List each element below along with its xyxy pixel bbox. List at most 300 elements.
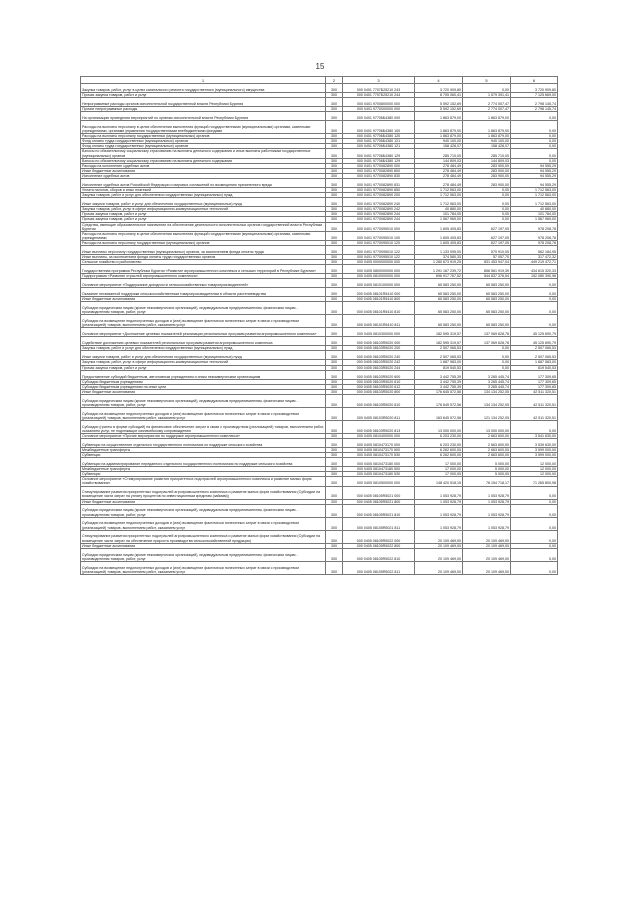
- row-description: Содействие достижению целевых показателей региональных программ развития агропромышленного комплекса: [81, 337, 326, 346]
- row-description: Стимулирование развития приоритетных подотраслей агропромышленного комплекса и развитие малых форм хозяйствования (Субсидии на возмещение части затрат на обеспечение прироста производства сельскохозяйственной продукции): [81, 530, 326, 543]
- row-unexecuted-amount: 42 511 320,51: [511, 389, 558, 394]
- row-budget-classification: 000 0405 08101R5410 000: [343, 288, 415, 297]
- row-unexecuted-amount: 978 208,78: [511, 231, 558, 240]
- row-approved-amount: 1 567 969,00: [415, 217, 463, 222]
- row-description: Предоставление субсидий бюджетным, автономным учреждениям и иным некоммерческим организациям: [81, 370, 326, 379]
- row-unexecuted-amount: 0,00: [511, 517, 558, 530]
- row-code: 300: [326, 384, 343, 389]
- table-row: [81, 231, 558, 240]
- row-unexecuted-amount: 12 000,00: [511, 467, 558, 472]
- row-executed-amount: 65 583 250,00: [463, 288, 511, 297]
- table-row: [81, 179, 558, 188]
- column-header: 1: [81, 77, 326, 84]
- row-code: 300: [326, 439, 343, 448]
- row-unexecuted-amount: 71 265 800,98: [511, 477, 558, 486]
- row-unexecuted-amount: 3 599 000,00: [511, 453, 558, 458]
- row-approved-amount: 65 583 250,00: [415, 297, 463, 302]
- row-budget-classification: 000 0405 08101R5410 810: [343, 302, 415, 315]
- row-code: 300: [326, 279, 343, 288]
- row-executed-amount: 1 863 879,00: [463, 112, 511, 121]
- row-unexecuted-amount: 1 712 563,00: [511, 198, 558, 207]
- row-description: Иные бюджетные ассигнования: [81, 499, 326, 504]
- row-code: 300: [326, 274, 343, 279]
- row-code: 300: [326, 394, 343, 407]
- row-executed-amount: 544 837 376,54: [463, 274, 511, 279]
- row-budget-classification: 000 0401 97706Б4380 129: [343, 149, 415, 158]
- row-executed-amount: 2 663 600,00: [463, 433, 511, 438]
- row-budget-classification: 000 0405 08103R5020 612: [343, 384, 415, 389]
- row-unexecuted-amount: 12 000,00: [511, 458, 558, 467]
- row-executed-amount: 283 900,00: [463, 168, 511, 173]
- row-description: Расходы на выплаты персоналу в целях обеспечения выполнения функций государственными (муниципальными) органами, казенными учреждениями, органами управления государственными внебюджетными фондами: [81, 121, 326, 134]
- row-unexecuted-amount: 1 567 969,00: [511, 217, 558, 222]
- row-code: 300: [326, 433, 343, 438]
- row-executed-amount: 856 561 919,39: [463, 265, 511, 274]
- row-unexecuted-amount: 0,00: [511, 315, 558, 328]
- row-description: Межбюджетные трансферты: [81, 467, 326, 472]
- row-budget-classification: 000 0405 08103R5020 240: [343, 351, 415, 360]
- row-unexecuted-amount: 0,00: [511, 121, 558, 134]
- row-budget-classification: 000 0405 0810473170 530: [343, 453, 415, 458]
- page-number: 15: [315, 62, 325, 71]
- row-executed-amount: 627 197,05: [463, 222, 511, 231]
- row-unexecuted-amount: 0,00: [511, 279, 558, 288]
- row-description: Стимулирование развития приоритетных подотраслей агропромышленного комплекса и развитие малых форм хозяйствования (Субсидии на возмещение части затрат на уплату процентов по инвестиционным кредитам (займам)): [81, 486, 326, 499]
- row-budget-classification: 000 0401 9770095010 000: [343, 222, 415, 231]
- table-body: [81, 84, 558, 575]
- row-unexecuted-amount: 1 712 563,00: [511, 188, 558, 193]
- row-budget-classification: 000 0405 0810500000 000: [343, 477, 415, 486]
- row-code: 300: [326, 530, 343, 543]
- row-code: 300: [326, 207, 343, 212]
- row-executed-amount: 570 910,05: [463, 245, 511, 254]
- row-executed-amount: 20 109 469,00: [463, 530, 511, 543]
- row-code: 300: [326, 98, 343, 107]
- row-description: Закупка товаров, работ и услуг для обеспечения государственных (муниципальных) нужд: [81, 193, 326, 198]
- row-unexecuted-amount: 152 080 390,98: [511, 274, 558, 279]
- row-budget-classification: 000 0405 08105R5021 000: [343, 486, 415, 499]
- row-approved-amount: 6 203 230,00: [415, 439, 463, 448]
- row-budget-classification: 000 0401 97706Б4380 000: [343, 112, 415, 121]
- row-budget-classification: 000 0405 0810000000 000: [343, 274, 415, 279]
- row-executed-amount: 65 583 250,00: [463, 315, 511, 328]
- row-approved-amount: 278 484,49: [415, 163, 463, 168]
- table-row: [81, 222, 558, 231]
- row-budget-classification: 000 0401 9770082890 240: [343, 198, 415, 207]
- row-budget-classification: 000 0401 9770082890 800: [343, 168, 415, 173]
- row-approved-amount: 20 109 469,00: [415, 561, 463, 574]
- row-description: Расходы на выплаты персоналу государственных (муниципальных) органов: [81, 240, 326, 245]
- row-approved-amount: 278 484,49: [415, 173, 463, 178]
- table-row: [81, 561, 558, 574]
- table-row: [81, 328, 558, 337]
- row-code: 300: [326, 198, 343, 207]
- row-unexecuted-amount: 0,00: [511, 297, 558, 302]
- row-description: Субвенции на администрирование переданного отдельного государственного полномочия по поддержке сельского хозяйства: [81, 458, 326, 467]
- row-code: 300: [326, 93, 343, 98]
- row-description: Субсидии (гранты в форме субсидий) на финансовое обеспечение затрат в связи с производством (реализацией) товаров, выполнением работ, оказанием услуг, не подлежащие казначейскому сопровождению: [81, 420, 326, 433]
- row-description: Расходы на выплаты персоналу государственных (муниципальных) органов: [81, 134, 326, 139]
- row-executed-amount: 2 663 600,00: [463, 439, 511, 448]
- row-executed-amount: 5 000,00: [463, 472, 511, 477]
- table-row: [81, 288, 558, 297]
- row-description: Иные закупки товаров, работ и услуг для обеспечения государственных (муниципальных) нужд: [81, 351, 326, 360]
- row-description: Субсидии на возмещение недополученных доходов и (или) возмещение фактически понесенных затрат в связи с производством (реализацией) товаров, выполнением работ, оказанием услуг: [81, 517, 326, 530]
- row-code: 300: [326, 245, 343, 254]
- table-row: [81, 504, 558, 517]
- row-executed-amount: 65 583 250,00: [463, 279, 511, 288]
- row-unexecuted-amount: 562 184,95: [511, 245, 558, 254]
- row-unexecuted-amount: 42 511 320,51: [511, 394, 558, 407]
- row-description: Субсидии юридическим лицам (кроме некоммерческих организаций), индивидуальным предпринимателям, физическим лицам - производителям товаров, работ, услуг: [81, 548, 326, 561]
- row-budget-classification: 000 0405 08103R5020 811: [343, 407, 415, 420]
- row-description: Фонд оплаты труда государственных (муниципальных) органов: [81, 139, 326, 144]
- row-description: Сельское хозяйство и рыболовство: [81, 260, 326, 265]
- row-budget-classification: 000 0401 7707Б25210 243: [343, 84, 415, 93]
- row-approved-amount: 65 583 250,00: [415, 315, 463, 328]
- budget-table: [80, 76, 558, 575]
- row-code: 300: [326, 504, 343, 517]
- row-unexecuted-amount: 42 511 320,51: [511, 407, 558, 420]
- row-executed-amount: 2 774 007,47: [463, 107, 511, 112]
- row-executed-amount: 283 900,00: [463, 179, 511, 188]
- row-approved-amount: 1 053 928,79: [415, 504, 463, 517]
- row-unexecuted-amount: 3 599 000,00: [511, 448, 558, 453]
- row-budget-classification: 000 0401 9770082890 831: [343, 179, 415, 188]
- row-executed-amount: 831 453 947,04: [463, 260, 511, 265]
- row-budget-classification: 000 0405 08103R5020 800: [343, 389, 415, 394]
- row-code: 300: [326, 389, 343, 394]
- row-unexecuted-amount: 94 555,29: [511, 173, 558, 178]
- row-code: 300: [326, 107, 343, 112]
- row-unexecuted-amount: 0,00: [511, 144, 558, 149]
- table-row: [81, 149, 558, 158]
- row-budget-classification: 000 0401 9770095010 100: [343, 231, 415, 240]
- row-description: Закупка товаров, работ, услуг в сфере информационно-коммуникационных технологий: [81, 207, 326, 212]
- row-executed-amount: 20 109 469,00: [463, 543, 511, 548]
- row-unexecuted-amount: 0,00: [511, 561, 558, 574]
- row-unexecuted-amount: 2 507 065,53: [511, 351, 558, 360]
- row-budget-classification: 000 0405 0810473180 000: [343, 458, 415, 467]
- row-approved-amount: 20 109 469,00: [415, 543, 463, 548]
- row-unexecuted-amount: 101 784,00: [511, 212, 558, 217]
- row-code: 300: [326, 407, 343, 420]
- row-description: Основное мероприятие «Прочие мероприятия по поддержке агропромышленного комплекса»: [81, 433, 326, 438]
- row-budget-classification: 000 0405 08105R5021 800: [343, 499, 415, 504]
- column-header: 4: [415, 77, 463, 84]
- row-code: 300: [326, 254, 343, 259]
- row-approved-amount: 1 863 879,00: [415, 134, 463, 139]
- row-code: 300: [326, 379, 343, 384]
- row-code: 300: [326, 84, 343, 93]
- table-row: [81, 84, 558, 93]
- row-description: Субсидии на возмещение недополученных доходов и (или) возмещение фактически понесенных затрат в связи с производством (реализацией) товаров, выполнением работ, оказанием услуг: [81, 561, 326, 574]
- row-approved-amount: 2 507 065,53: [415, 346, 463, 351]
- row-code: 300: [326, 158, 343, 163]
- row-description: Межбюджетные трансферты: [81, 448, 326, 453]
- row-code: 300: [326, 477, 343, 486]
- row-executed-amount: 0,00: [463, 351, 511, 360]
- table-row: [81, 439, 558, 448]
- table-row: [81, 337, 558, 346]
- row-code: 300: [326, 486, 343, 499]
- row-budget-classification: 000 0401 97706Б4380 121: [343, 139, 415, 144]
- row-approved-amount: 17 000,00: [415, 458, 463, 467]
- row-code: 300: [326, 467, 343, 472]
- row-unexecuted-amount: 7 125 669,00: [511, 93, 558, 98]
- row-description: Закупка товаров, работ, услуг в сфере информационно-коммуникационных технологий: [81, 360, 326, 365]
- row-unexecuted-amount: 0,00: [511, 139, 558, 144]
- row-approved-amount: 65 583 250,00: [415, 279, 463, 288]
- row-description: На организацию проведения мероприятий по органам исполнительной власти Республики Бурятия: [81, 112, 326, 121]
- row-code: 300: [326, 517, 343, 530]
- row-budget-classification: 000 0401 9770095010 120: [343, 240, 415, 245]
- row-description: Исполнение судебных актов Российской Федерации и мировых соглашений по возмещению причиненного вреда: [81, 179, 326, 188]
- row-unexecuted-amount: 2 507 065,53: [511, 346, 558, 351]
- table-row: [81, 394, 558, 407]
- row-unexecuted-amount: 177 309,65: [511, 384, 558, 389]
- row-approved-amount: 1 291 167 239,72: [415, 265, 463, 274]
- table-row: [81, 265, 558, 274]
- row-unexecuted-amount: 177 309,65: [511, 379, 558, 384]
- table-row: [81, 486, 558, 499]
- row-code: 300: [326, 453, 343, 458]
- row-executed-amount: 144 809,03: [463, 158, 511, 163]
- row-executed-amount: 137 069 628,78: [463, 328, 511, 337]
- row-code: 300: [326, 173, 343, 178]
- row-code: 300: [326, 193, 343, 198]
- row-executed-amount: 76 154 718,17: [463, 477, 511, 486]
- row-description: Субсидии юридическим лицам (кроме некоммерческих организаций), индивидуальным предпринимателям, физическим лицам - производителям товаров, работ, услуг: [81, 504, 326, 517]
- row-budget-classification: 000 0405 0000000000 000: [343, 260, 415, 265]
- row-code: 300: [326, 260, 343, 265]
- row-unexecuted-amount: 317 472,32: [511, 254, 558, 259]
- table-row: [81, 458, 558, 467]
- row-code: 300: [326, 188, 343, 193]
- row-code: 300: [326, 351, 343, 360]
- row-budget-classification: 000 0405 0810473180 530: [343, 472, 415, 477]
- row-approved-amount: 2 507 065,53: [415, 351, 463, 360]
- row-budget-classification: 000 0401 9770082890 244: [343, 217, 415, 222]
- row-description: Расходы на исполнение судебных актов: [81, 163, 326, 168]
- row-budget-classification: 000 0405 08105R5022 800: [343, 543, 415, 548]
- row-unexecuted-amount: 40 880,00: [511, 207, 558, 212]
- table-row: [81, 198, 558, 207]
- row-code: 300: [326, 212, 343, 217]
- row-budget-classification: 000 0405 08105R5022 000: [343, 530, 415, 543]
- row-description: Уплата налогов, сборов и иных платежей: [81, 188, 326, 193]
- row-budget-classification: 000 0405 08103R5020 000: [343, 337, 415, 346]
- row-executed-amount: 1 053 928,79: [463, 499, 511, 504]
- row-code: 300: [326, 346, 343, 351]
- row-executed-amount: 1 579 391,41: [463, 93, 511, 98]
- row-unexecuted-amount: 3 541 630,00: [511, 433, 558, 438]
- row-budget-classification: 000 0405 0810300000 000: [343, 328, 415, 337]
- row-approved-amount: 1 053 928,79: [415, 486, 463, 499]
- row-unexecuted-amount: 978 208,78: [511, 222, 558, 231]
- row-budget-classification: 000 0401 9770082890 850: [343, 188, 415, 193]
- row-description: Исполнение судебных актов: [81, 173, 326, 178]
- row-approved-amount: 163 645 572,56: [415, 407, 463, 420]
- row-unexecuted-amount: 0,00: [511, 499, 558, 504]
- row-approved-amount: 3 720 909,80: [415, 84, 463, 93]
- row-budget-classification: 000 0401 97706Б4380 100: [343, 121, 415, 134]
- row-executed-amount: 2 774 007,47: [463, 98, 511, 107]
- row-description: Прочая закупка товаров, работ и услуг: [81, 365, 326, 370]
- row-executed-amount: 137 069 628,78: [463, 337, 511, 346]
- row-approved-amount: 819 540,53: [415, 365, 463, 370]
- row-budget-classification: 000 0401 97706Б4380 121: [343, 144, 415, 149]
- row-approved-amount: 158 428,07: [415, 144, 463, 149]
- row-approved-amount: 1 712 563,00: [415, 193, 463, 198]
- row-budget-classification: 000 0401 9770082890 242: [343, 207, 415, 212]
- row-approved-amount: 285 710,00: [415, 149, 463, 158]
- row-description: Закупка товаров, работ, услуг в целях капитального ремонта государственного (муниципального) имущества: [81, 84, 326, 93]
- row-approved-amount: 278 484,49: [415, 179, 463, 188]
- row-approved-amount: 1 863 879,00: [415, 112, 463, 121]
- row-unexecuted-amount: 449 219 472,71: [511, 260, 558, 265]
- row-executed-amount: 13 000 000,00: [463, 420, 511, 433]
- row-approved-amount: 8 705 060,41: [415, 93, 463, 98]
- row-budget-classification: 000 0405 0810473170 500: [343, 448, 415, 453]
- row-code: 300: [326, 163, 343, 168]
- row-approved-amount: 3 442 755,39: [415, 379, 463, 384]
- row-executed-amount: 0,00: [463, 365, 511, 370]
- row-unexecuted-amount: 0,00: [511, 420, 558, 433]
- row-description: Иные бюджетные ассигнования: [81, 168, 326, 173]
- row-approved-amount: 5 592 152,69: [415, 98, 463, 107]
- row-approved-amount: 17 000,00: [415, 472, 463, 477]
- row-executed-amount: 65 583 250,00: [463, 302, 511, 315]
- row-unexecuted-amount: 1 712 563,00: [511, 193, 558, 198]
- row-approved-amount: 1 280 673 919,25: [415, 260, 463, 265]
- row-approved-amount: 101 784,00: [415, 212, 463, 217]
- row-executed-amount: 134 134 252,05: [463, 394, 511, 407]
- row-description: Основное мероприятие «Поддержание доходности сельскохозяйственных товаропроизводителей»: [81, 279, 326, 288]
- row-description: Фонд оплаты труда государственных (муниципальных) органов: [81, 144, 326, 149]
- row-approved-amount: 374 580,33: [415, 254, 463, 259]
- table-row: [81, 530, 558, 543]
- row-executed-amount: 1 863 879,00: [463, 121, 511, 134]
- row-description: Субсидии юридическим лицам (кроме некоммерческих организаций), индивидуальным предпринимателям, физическим лицам - производителям товаров, работ, услуг: [81, 302, 326, 315]
- row-description: Основное мероприятие «Стимулирование развития приоритетных подотраслей агропромышленного комплекса и развитие малых форм хозяйствования»: [81, 477, 326, 486]
- row-executed-amount: 0,00: [463, 193, 511, 198]
- row-budget-classification: 000 0405 08105R5022 810: [343, 548, 415, 561]
- row-code: 300: [326, 315, 343, 328]
- row-budget-classification: 000 0401 9770082890 830: [343, 173, 415, 178]
- row-unexecuted-amount: 3 720 909,80: [511, 84, 558, 93]
- row-executed-amount: 2 663 600,00: [463, 453, 511, 458]
- row-unexecuted-amount: 0,00: [511, 288, 558, 297]
- row-executed-amount: 1 053 928,79: [463, 486, 511, 499]
- row-approved-amount: 1 712 563,00: [415, 198, 463, 207]
- row-budget-classification: 000 0405 08105R5021 811: [343, 517, 415, 530]
- row-unexecuted-amount: 12 000,00: [511, 472, 558, 477]
- row-executed-amount: 121 134 252,05: [463, 407, 511, 420]
- row-unexecuted-amount: 0,00: [511, 149, 558, 158]
- row-approved-amount: 20 109 469,00: [415, 530, 463, 543]
- table-row: [81, 121, 558, 134]
- row-code: 300: [326, 121, 343, 134]
- row-executed-amount: 158 428,07: [463, 144, 511, 149]
- row-code: 300: [326, 420, 343, 433]
- row-unexecuted-amount: 94 555,29: [511, 168, 558, 173]
- row-approved-amount: 144 809,03: [415, 158, 463, 163]
- row-description: Средства, имеющие образовательное назначение на обеспечение деятельности исполнительных органов государственной власти Республики Бурятия: [81, 222, 326, 231]
- row-unexecuted-amount: 45 125 690,79: [511, 328, 558, 337]
- row-description: Иные бюджетные ассигнования: [81, 543, 326, 548]
- row-executed-amount: 627 197,05: [463, 231, 511, 240]
- row-description: Субсидии на возмещение недополученных доходов и (или) возмещение фактически понесенных затрат в связи с производством (реализацией) товаров, выполнением работ, оказанием услуг: [81, 407, 326, 420]
- row-approved-amount: 65 583 250,00: [415, 302, 463, 315]
- row-executed-amount: 940 100,00: [463, 139, 511, 144]
- row-budget-classification: 000 0405 0810473180 500: [343, 467, 415, 472]
- row-executed-amount: 57 057,70: [463, 254, 511, 259]
- row-approved-amount: 1 605 405,83: [415, 231, 463, 240]
- row-description: Иные выплаты персоналу государственных (муниципальных) органов, за исключением фонда оплаты труда: [81, 245, 326, 254]
- row-description: Иные выплаты, за исключением фонда оплаты труда государственных органов: [81, 254, 326, 259]
- row-code: 300: [326, 561, 343, 574]
- row-approved-amount: 1 053 928,79: [415, 499, 463, 504]
- row-code: 300: [326, 499, 343, 504]
- row-budget-classification: 000 0405 08105R5022 811: [343, 561, 415, 574]
- row-approved-amount: 1 605 405,83: [415, 222, 463, 231]
- row-budget-classification: 000 0401 9700800000 000: [343, 98, 415, 107]
- row-description: Взносы по обязательному социальному страхованию на выплаты денежного содержания и иные выплаты работникам государственных (муниципальных) органов: [81, 149, 326, 158]
- row-unexecuted-amount: 2 798 145,74: [511, 98, 558, 107]
- row-description: Закупка товаров, работ и услуг для обеспечения государственных (муниципальных) нужд: [81, 346, 326, 351]
- row-unexecuted-amount: 1 687 583,00: [511, 360, 558, 365]
- row-approved-amount: 1 053 928,79: [415, 517, 463, 530]
- row-executed-amount: 0,00: [463, 217, 511, 222]
- row-code: 300: [326, 179, 343, 188]
- row-unexecuted-amount: 3 539 630,00: [511, 439, 558, 448]
- row-code: 300: [326, 297, 343, 302]
- row-code: 300: [326, 149, 343, 158]
- row-description: Прочие непрограммные расходы: [81, 107, 326, 112]
- row-executed-amount: 0,00: [463, 212, 511, 217]
- table-row: [81, 279, 558, 288]
- table-row: [81, 245, 558, 254]
- row-code: 300: [326, 543, 343, 548]
- row-unexecuted-amount: 94 555,29: [511, 179, 558, 188]
- row-approved-amount: 1 133 095,00: [415, 245, 463, 254]
- row-approved-amount: 176 645 572,56: [415, 394, 463, 407]
- row-code: 300: [326, 265, 343, 274]
- row-executed-amount: 1 053 928,79: [463, 504, 511, 517]
- row-description: Оказание несвязанной поддержки сельскохозяйственным товаропроизводителям в области растениеводства: [81, 288, 326, 297]
- row-description: Подпрограмма «Развитие отраслей агропромышленного комплекса»: [81, 274, 326, 279]
- column-header: 5: [463, 77, 511, 84]
- row-budget-classification: 000 0401 9770082890 200: [343, 193, 415, 198]
- column-header: 3: [343, 77, 415, 84]
- row-unexecuted-amount: 2 798 145,74: [511, 107, 558, 112]
- row-description: Субвенции: [81, 453, 326, 458]
- row-executed-amount: 5 000,00: [463, 467, 511, 472]
- row-executed-amount: 627 197,05: [463, 240, 511, 245]
- row-executed-amount: 1 053 928,79: [463, 517, 511, 530]
- row-executed-amount: 1 863 879,00: [463, 134, 511, 139]
- row-approved-amount: 5 592 152,69: [415, 107, 463, 112]
- row-budget-classification: 000 0401 97706Б4380 120: [343, 134, 415, 139]
- row-approved-amount: 6 203 230,00: [415, 433, 463, 438]
- row-description: Иные закупки товаров, работ и услуг для обеспечения государственных (муниципальных) нужд: [81, 198, 326, 207]
- row-approved-amount: 65 583 250,00: [415, 288, 463, 297]
- row-budget-classification: 000 0405 08103R5020 600: [343, 370, 415, 379]
- table-row: [81, 407, 558, 420]
- row-unexecuted-amount: 45 125 690,79: [511, 337, 558, 346]
- row-code: 300: [326, 168, 343, 173]
